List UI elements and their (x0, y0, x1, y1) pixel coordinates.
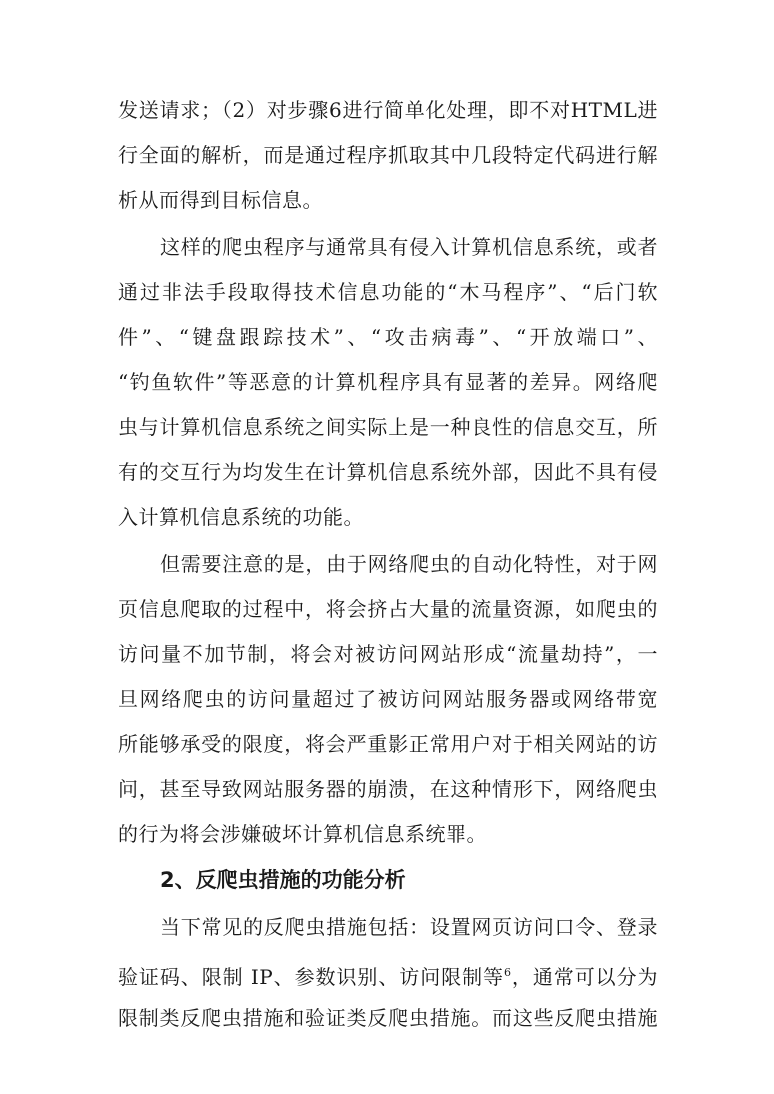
paragraph-line: 限制类反爬虫措施和验证类反爬虫措施。而这些反爬虫措施 (118, 1006, 658, 1030)
paragraph-line: 问，甚至导致网站服务器的崩溃，在这种情形下，网络爬虫 (118, 777, 658, 801)
paragraph-line-with-footnote-ref (118, 959, 658, 991)
paragraph-line: 有的交互行为均发生在计算机信息系统外部，因此不具有侵 (118, 460, 658, 484)
paragraph-line: 访问量不加节制，将会对被访问网站形成“流量劫持”，一 (118, 642, 658, 666)
paragraph-line: 所能够承受的限度，将会严重影正常用户对于相关网站的访 (118, 732, 658, 756)
paragraph-line: 析从而得到目标信息。 (118, 188, 323, 212)
footnote-reference: 6 (503, 966, 512, 979)
line-text-before-ref: 验证码、限制 IP、参数识别、访问限制等 (118, 965, 504, 989)
paragraph-line: 但需要注意的是，由于网络爬虫的自动化特性，对于网 (160, 552, 658, 576)
section-heading: 2、反爬虫措施的功能分析 (160, 868, 406, 892)
paragraph-line: 件”、“键盘跟踪技术”、“攻击病毒”、“开放端口”、 (118, 325, 658, 349)
paragraph-line: 虫与计算机信息系统之间实际上是一种良性的信息交互，所 (118, 415, 658, 439)
paragraph-line: 发送请求；（2）对步骤6进行简单化处理，即不对HTML进 (118, 98, 658, 122)
paragraph-line: 旦网络爬虫的访问量超过了被访问网站服务器或网络带宽 (118, 687, 658, 711)
paragraph-line: 页信息爬取的过程中，将会挤占大量的流量资源，如爬虫的 (118, 597, 658, 621)
paragraph-line: 通过非法手段取得技术信息功能的“木马程序”、“后门软 (118, 280, 658, 304)
paragraph-line: 入计算机信息系统的功能。 (118, 505, 364, 529)
line-text-after-ref: ，通常可以分为 (511, 965, 659, 989)
paragraph-line: “钓鱼软件”等恶意的计算机程序具有显著的差异。网络爬 (118, 370, 658, 394)
paragraph-line: 的行为将会涉嫌破坏计算机信息系统罪。 (118, 822, 487, 846)
paragraph-line: 当下常见的反爬虫措施包括：设置网页访问口令、登录 (160, 915, 658, 939)
paragraph-line: 这样的爬虫程序与通常具有侵入计算机信息系统，或者 (160, 235, 658, 259)
paragraph-line: 行全面的解析，而是通过程序抓取其中几段特定代码进行解 (118, 143, 658, 167)
